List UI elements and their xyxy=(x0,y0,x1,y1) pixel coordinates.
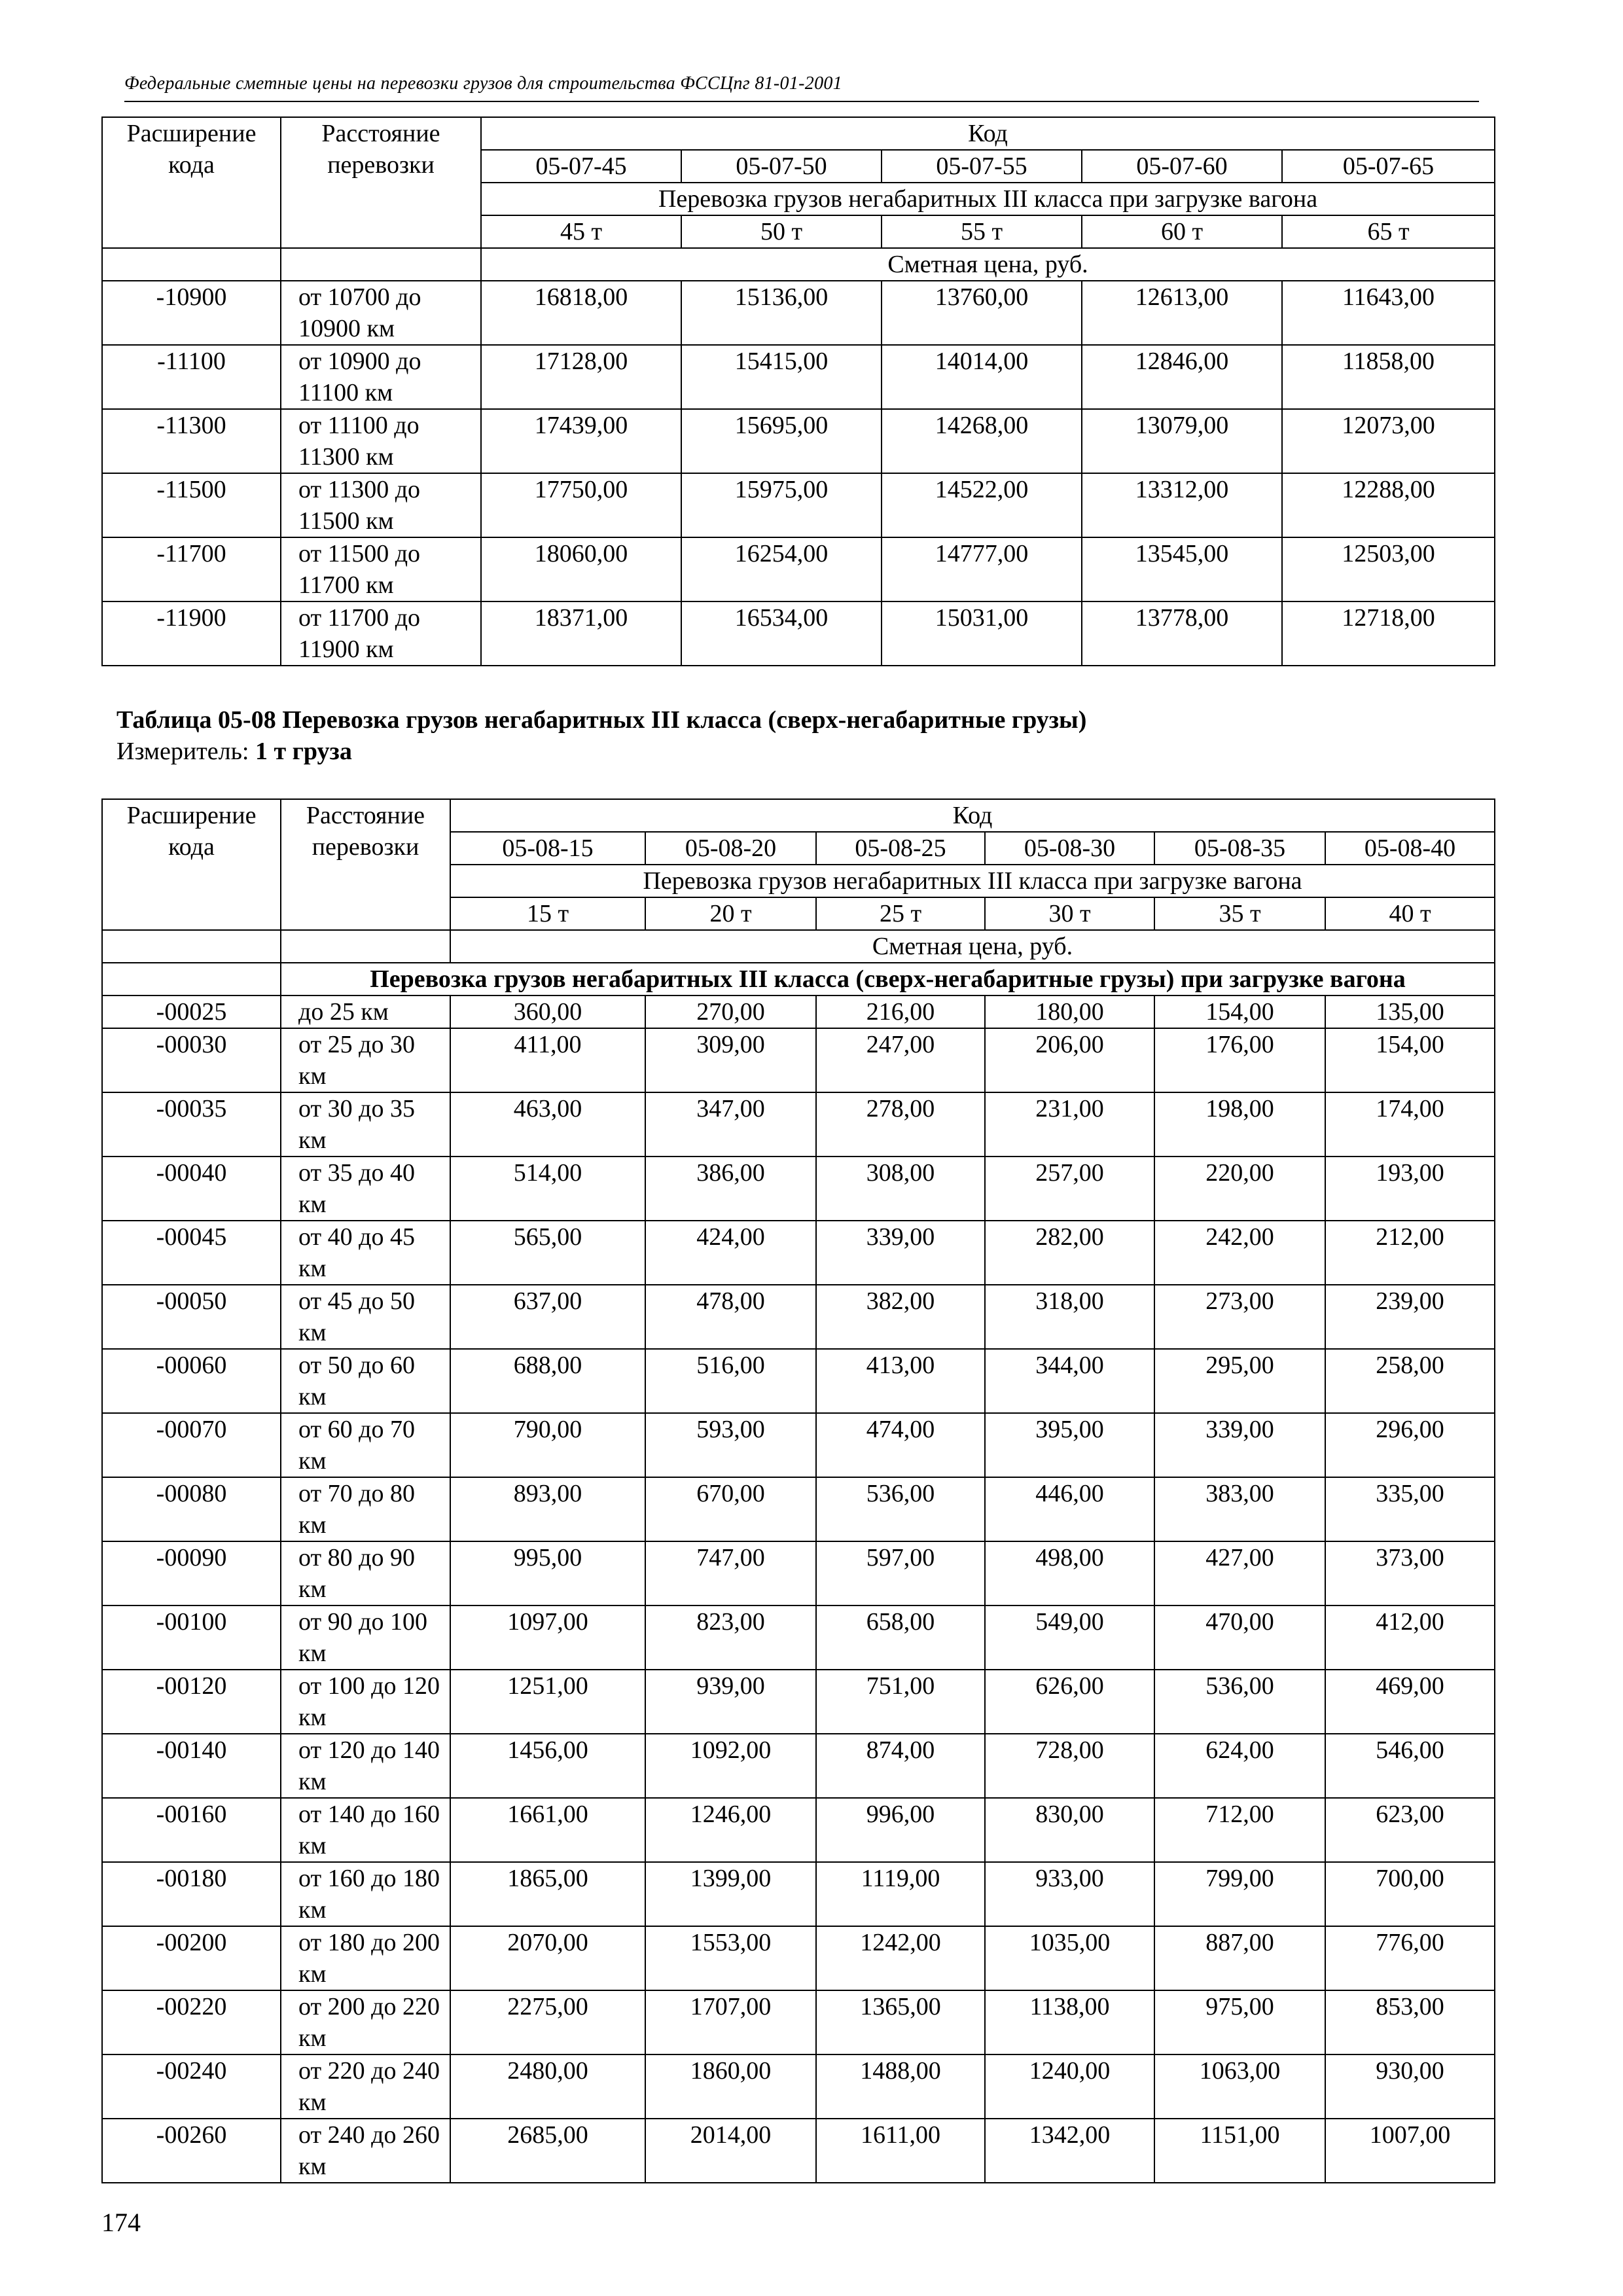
price-cell: 308,00 xyxy=(816,1157,985,1221)
extension-cell: -00060 xyxy=(102,1349,281,1413)
price-cell: 14777,00 xyxy=(882,537,1082,601)
price-cell: 1007,00 xyxy=(1325,2119,1495,2183)
table-row xyxy=(102,409,1495,473)
empty-cell xyxy=(281,930,450,963)
price-cell: 1138,00 xyxy=(985,1990,1154,2054)
price-cell: 1035,00 xyxy=(985,1926,1154,1990)
price-cell: 15031,00 xyxy=(882,601,1082,666)
table-row xyxy=(102,1477,1495,1541)
extension-cell: -00030 xyxy=(102,1028,281,1092)
price-cell: 13312,00 xyxy=(1082,473,1282,537)
col-header-extension: Расширение кода xyxy=(102,799,281,930)
table-row xyxy=(102,1862,1495,1926)
price-label-row xyxy=(102,930,1495,963)
price-cell: 1707,00 xyxy=(645,1990,816,2054)
distance-cell: от 10900 до 11100 км xyxy=(281,345,481,409)
price-cell: 411,00 xyxy=(450,1028,645,1092)
header-rule xyxy=(124,101,1479,102)
empty-cell xyxy=(102,963,281,996)
price-cell: 16534,00 xyxy=(681,601,882,666)
table-row xyxy=(102,2119,1495,2183)
table-row xyxy=(102,1285,1495,1349)
price-cell: 206,00 xyxy=(985,1028,1154,1092)
price-label-cell: Сметная цена, руб. xyxy=(450,930,1495,963)
load-cell: 30 т xyxy=(985,897,1154,930)
extension-cell: -00070 xyxy=(102,1413,281,1477)
distance-cell: от 100 до 120 км xyxy=(281,1670,450,1734)
section-row xyxy=(102,963,1495,996)
price-cell: 318,00 xyxy=(985,1285,1154,1349)
price-cell: 309,00 xyxy=(645,1028,816,1092)
price-cell: 154,00 xyxy=(1325,1028,1495,1092)
price-cell: 1092,00 xyxy=(645,1734,816,1798)
price-cell: 193,00 xyxy=(1325,1157,1495,1221)
price-cell: 383,00 xyxy=(1154,1477,1325,1541)
price-cell: 853,00 xyxy=(1325,1990,1495,2054)
extension-cell: -00080 xyxy=(102,1477,281,1541)
price-cell: 874,00 xyxy=(816,1734,985,1798)
table-row xyxy=(102,1221,1495,1285)
extension-cell: -00180 xyxy=(102,1862,281,1926)
load-cell: 55 т xyxy=(882,215,1082,248)
price-cell: 536,00 xyxy=(816,1477,985,1541)
price-cell: 463,00 xyxy=(450,1092,645,1157)
price-cell: 360,00 xyxy=(450,996,645,1028)
price-cell: 2685,00 xyxy=(450,2119,645,2183)
extension-cell: -00120 xyxy=(102,1670,281,1734)
price-cell: 799,00 xyxy=(1154,1862,1325,1926)
extension-cell: -00045 xyxy=(102,1221,281,1285)
col-header-distance: Расстояние перевозки xyxy=(281,799,450,930)
price-cell: 427,00 xyxy=(1154,1541,1325,1605)
distance-cell: от 50 до 60 км xyxy=(281,1349,450,1413)
table-row xyxy=(102,537,1495,601)
price-cell: 12073,00 xyxy=(1282,409,1495,473)
distance-cell: от 11500 до 11700 км xyxy=(281,537,481,601)
extension-cell: -00025 xyxy=(102,996,281,1028)
price-cell: 17128,00 xyxy=(481,345,681,409)
price-cell: 624,00 xyxy=(1154,1734,1325,1798)
extension-cell: -11900 xyxy=(102,601,281,666)
price-cell: 893,00 xyxy=(450,1477,645,1541)
price-cell: 18060,00 xyxy=(481,537,681,601)
price-cell: 424,00 xyxy=(645,1221,816,1285)
price-cell: 2275,00 xyxy=(450,1990,645,2054)
price-cell: 231,00 xyxy=(985,1092,1154,1157)
price-cell: 776,00 xyxy=(1325,1926,1495,1990)
price-cell: 1488,00 xyxy=(816,2054,985,2119)
price-cell: 278,00 xyxy=(816,1092,985,1157)
price-cell: 498,00 xyxy=(985,1541,1154,1605)
price-cell: 478,00 xyxy=(645,1285,816,1349)
header-row xyxy=(102,799,1495,832)
extension-cell: -00035 xyxy=(102,1092,281,1157)
distance-cell: от 160 до 180 км xyxy=(281,1862,450,1926)
price-cell: 474,00 xyxy=(816,1413,985,1477)
extension-cell: -00260 xyxy=(102,2119,281,2183)
code-cell: 05-07-45 xyxy=(481,150,681,183)
distance-cell: от 11700 до 11900 км xyxy=(281,601,481,666)
price-cell: 242,00 xyxy=(1154,1221,1325,1285)
distance-cell: от 10700 до 10900 км xyxy=(281,281,481,345)
price-cell: 514,00 xyxy=(450,1157,645,1221)
distance-cell: от 40 до 45 км xyxy=(281,1221,450,1285)
price-cell: 154,00 xyxy=(1154,996,1325,1028)
distance-cell: от 35 до 40 км xyxy=(281,1157,450,1221)
table-row xyxy=(102,1028,1495,1092)
price-cell: 1865,00 xyxy=(450,1862,645,1926)
section-title-cell: Перевозка грузов негабаритных III класса (сверх-негабаритные грузы) при загрузке вагона xyxy=(281,963,1495,996)
distance-cell: от 30 до 35 км xyxy=(281,1092,450,1157)
header-row xyxy=(102,117,1495,150)
price-cell: 247,00 xyxy=(816,1028,985,1092)
price-cell: 939,00 xyxy=(645,1670,816,1734)
table-row xyxy=(102,1670,1495,1734)
price-cell: 700,00 xyxy=(1325,1862,1495,1926)
code-cell: 05-08-35 xyxy=(1154,832,1325,865)
price-cell: 412,00 xyxy=(1325,1605,1495,1670)
price-cell: 516,00 xyxy=(645,1349,816,1413)
extension-cell: -00040 xyxy=(102,1157,281,1221)
price-cell: 1342,00 xyxy=(985,2119,1154,2183)
empty-cell xyxy=(102,248,281,281)
price-cell: 1251,00 xyxy=(450,1670,645,1734)
price-cell: 15975,00 xyxy=(681,473,882,537)
load-cell: 35 т xyxy=(1154,897,1325,930)
price-cell: 270,00 xyxy=(645,996,816,1028)
price-cell: 887,00 xyxy=(1154,1926,1325,1990)
load-cell: 45 т xyxy=(481,215,681,248)
price-cell: 15695,00 xyxy=(681,409,882,473)
price-cell: 2070,00 xyxy=(450,1926,645,1990)
distance-cell: от 240 до 260 км xyxy=(281,2119,450,2183)
price-cell: 295,00 xyxy=(1154,1349,1325,1413)
price-cell: 593,00 xyxy=(645,1413,816,1477)
price-cell: 996,00 xyxy=(816,1798,985,1862)
price-cell: 830,00 xyxy=(985,1798,1154,1862)
col-header-distance: Расстояние перевозки xyxy=(281,117,481,248)
load-cell: 50 т xyxy=(681,215,882,248)
price-cell: 15415,00 xyxy=(681,345,882,409)
price-cell: 14268,00 xyxy=(882,409,1082,473)
price-cell: 347,00 xyxy=(645,1092,816,1157)
code-cell: 05-07-60 xyxy=(1082,150,1282,183)
price-cell: 536,00 xyxy=(1154,1670,1325,1734)
col-header-code: Код xyxy=(450,799,1495,832)
extension-cell: -11300 xyxy=(102,409,281,473)
distance-cell: от 70 до 80 км xyxy=(281,1477,450,1541)
price-cell: 790,00 xyxy=(450,1413,645,1477)
table-row xyxy=(102,345,1495,409)
price-cell: 11643,00 xyxy=(1282,281,1495,345)
table-row xyxy=(102,996,1495,1028)
distance-cell: от 11100 до 11300 км xyxy=(281,409,481,473)
price-cell: 12718,00 xyxy=(1282,601,1495,666)
price-cell: 975,00 xyxy=(1154,1990,1325,2054)
distance-cell: от 60 до 70 км xyxy=(281,1413,450,1477)
distance-cell: от 11300 до 11500 км xyxy=(281,473,481,537)
extension-cell: -00220 xyxy=(102,1990,281,2054)
price-cell: 1119,00 xyxy=(816,1862,985,1926)
distance-cell: от 45 до 50 км xyxy=(281,1285,450,1349)
load-cell: 20 т xyxy=(645,897,816,930)
price-cell: 296,00 xyxy=(1325,1413,1495,1477)
price-cell: 257,00 xyxy=(985,1157,1154,1221)
price-cell: 216,00 xyxy=(816,996,985,1028)
table-row xyxy=(102,2054,1495,2119)
table-row xyxy=(102,1605,1495,1670)
price-cell: 14014,00 xyxy=(882,345,1082,409)
distance-cell: от 180 до 200 км xyxy=(281,1926,450,1990)
extension-cell: -00090 xyxy=(102,1541,281,1605)
price-cell: 413,00 xyxy=(816,1349,985,1413)
price-table-05-07-body xyxy=(102,117,1495,666)
price-cell: 446,00 xyxy=(985,1477,1154,1541)
table-row xyxy=(102,1413,1495,1477)
price-table-05-08 xyxy=(101,798,1495,2183)
price-cell: 470,00 xyxy=(1154,1605,1325,1670)
extension-cell: -00160 xyxy=(102,1798,281,1862)
distance-cell: от 25 до 30 км xyxy=(281,1028,450,1092)
table-row xyxy=(102,1990,1495,2054)
price-cell: 688,00 xyxy=(450,1349,645,1413)
unit-label: Измеритель: xyxy=(116,738,255,765)
price-cell: 13778,00 xyxy=(1082,601,1282,666)
price-cell: 712,00 xyxy=(1154,1798,1325,1862)
table-row xyxy=(102,601,1495,666)
price-cell: 335,00 xyxy=(1325,1477,1495,1541)
code-cell: 05-08-20 xyxy=(645,832,816,865)
distance-cell: от 120 до 140 км xyxy=(281,1734,450,1798)
page-number: 174 xyxy=(101,2208,141,2237)
running-header: Федеральные сметные цены на перевозки грузов для строительства ФССЦпг 81-01-2001 xyxy=(124,73,842,94)
price-cell: 823,00 xyxy=(645,1605,816,1670)
price-cell: 282,00 xyxy=(985,1221,1154,1285)
price-cell: 344,00 xyxy=(985,1349,1154,1413)
price-cell: 623,00 xyxy=(1325,1798,1495,1862)
price-cell: 12288,00 xyxy=(1282,473,1495,537)
price-cell: 14522,00 xyxy=(882,473,1082,537)
price-cell: 180,00 xyxy=(985,996,1154,1028)
price-cell: 339,00 xyxy=(816,1221,985,1285)
price-cell: 16254,00 xyxy=(681,537,882,601)
price-cell: 198,00 xyxy=(1154,1092,1325,1157)
price-cell: 176,00 xyxy=(1154,1028,1325,1092)
empty-cell xyxy=(281,248,481,281)
extension-cell: -00240 xyxy=(102,2054,281,2119)
price-cell: 13079,00 xyxy=(1082,409,1282,473)
subheader-cell: Перевозка грузов негабаритных III класса при загрузке вагона xyxy=(450,865,1495,897)
price-cell: 13545,00 xyxy=(1082,537,1282,601)
load-cell: 15 т xyxy=(450,897,645,930)
load-cell: 40 т xyxy=(1325,897,1495,930)
col-header-extension: Расширение кода xyxy=(102,117,281,248)
empty-cell xyxy=(102,930,281,963)
price-cell: 670,00 xyxy=(645,1477,816,1541)
price-cell: 549,00 xyxy=(985,1605,1154,1670)
table-unit xyxy=(116,736,1086,767)
price-cell: 1456,00 xyxy=(450,1734,645,1798)
price-cell: 339,00 xyxy=(1154,1413,1325,1477)
price-table-05-07 xyxy=(101,117,1495,666)
code-cell: 05-08-15 xyxy=(450,832,645,865)
table-caption xyxy=(116,704,1086,767)
price-cell: 273,00 xyxy=(1154,1285,1325,1349)
price-cell: 597,00 xyxy=(816,1541,985,1605)
table-row xyxy=(102,1926,1495,1990)
price-label-cell: Сметная цена, руб. xyxy=(481,248,1495,281)
price-cell: 1661,00 xyxy=(450,1798,645,1862)
table-row xyxy=(102,1349,1495,1413)
distance-cell: от 140 до 160 км xyxy=(281,1798,450,1862)
price-cell: 17439,00 xyxy=(481,409,681,473)
price-cell: 728,00 xyxy=(985,1734,1154,1798)
table-row xyxy=(102,1798,1495,1862)
price-cell: 12846,00 xyxy=(1082,345,1282,409)
extension-cell: -00140 xyxy=(102,1734,281,1798)
price-cell: 637,00 xyxy=(450,1285,645,1349)
price-cell: 1242,00 xyxy=(816,1926,985,1990)
price-cell: 135,00 xyxy=(1325,996,1495,1028)
price-cell: 1151,00 xyxy=(1154,2119,1325,2183)
distance-cell: от 80 до 90 км xyxy=(281,1541,450,1605)
extension-cell: -00200 xyxy=(102,1926,281,1990)
extension-cell: -11700 xyxy=(102,537,281,601)
price-cell: 239,00 xyxy=(1325,1285,1495,1349)
code-cell: 05-08-25 xyxy=(816,832,985,865)
price-table-05-08-body xyxy=(102,799,1495,2183)
price-cell: 174,00 xyxy=(1325,1092,1495,1157)
price-cell: 626,00 xyxy=(985,1670,1154,1734)
price-cell: 930,00 xyxy=(1325,2054,1495,2119)
price-cell: 17750,00 xyxy=(481,473,681,537)
load-cell: 25 т xyxy=(816,897,985,930)
price-label-row xyxy=(102,248,1495,281)
price-cell: 373,00 xyxy=(1325,1541,1495,1605)
price-cell: 2480,00 xyxy=(450,2054,645,2119)
price-cell: 1365,00 xyxy=(816,1990,985,2054)
distance-cell: от 200 до 220 км xyxy=(281,1990,450,2054)
price-cell: 212,00 xyxy=(1325,1221,1495,1285)
price-cell: 1063,00 xyxy=(1154,2054,1325,2119)
price-cell: 2014,00 xyxy=(645,2119,816,2183)
price-cell: 933,00 xyxy=(985,1862,1154,1926)
code-cell: 05-08-40 xyxy=(1325,832,1495,865)
price-cell: 12613,00 xyxy=(1082,281,1282,345)
price-cell: 11858,00 xyxy=(1282,345,1495,409)
price-cell: 751,00 xyxy=(816,1670,985,1734)
load-cell: 65 т xyxy=(1282,215,1495,248)
code-cell: 05-07-55 xyxy=(882,150,1082,183)
extension-cell: -11500 xyxy=(102,473,281,537)
subheader-cell: Перевозка грузов негабаритных III класса при загрузке вагона xyxy=(481,183,1495,215)
price-cell: 565,00 xyxy=(450,1221,645,1285)
price-cell: 220,00 xyxy=(1154,1157,1325,1221)
code-cell: 05-08-30 xyxy=(985,832,1154,865)
price-cell: 546,00 xyxy=(1325,1734,1495,1798)
price-cell: 15136,00 xyxy=(681,281,882,345)
price-cell: 1097,00 xyxy=(450,1605,645,1670)
code-cell: 05-07-50 xyxy=(681,150,882,183)
price-cell: 1246,00 xyxy=(645,1798,816,1862)
distance-cell: до 25 км xyxy=(281,996,450,1028)
price-cell: 13760,00 xyxy=(882,281,1082,345)
price-cell: 1611,00 xyxy=(816,2119,985,2183)
price-cell: 18371,00 xyxy=(481,601,681,666)
table-row xyxy=(102,1092,1495,1157)
extension-cell: -00100 xyxy=(102,1605,281,1670)
table-row xyxy=(102,1157,1495,1221)
col-header-code: Код xyxy=(481,117,1495,150)
price-cell: 1399,00 xyxy=(645,1862,816,1926)
table-row xyxy=(102,473,1495,537)
price-cell: 658,00 xyxy=(816,1605,985,1670)
table-title: Таблица 05-08 Перевозка грузов негабаритных III класса (сверх-негабаритные грузы) xyxy=(116,706,1087,734)
load-cell: 60 т xyxy=(1082,215,1282,248)
price-cell: 258,00 xyxy=(1325,1349,1495,1413)
price-cell: 386,00 xyxy=(645,1157,816,1221)
price-cell: 469,00 xyxy=(1325,1670,1495,1734)
price-cell: 1553,00 xyxy=(645,1926,816,1990)
table-row xyxy=(102,281,1495,345)
extension-cell: -11100 xyxy=(102,345,281,409)
extension-cell: -10900 xyxy=(102,281,281,345)
price-cell: 382,00 xyxy=(816,1285,985,1349)
unit-value: 1 т груза xyxy=(255,738,352,765)
price-cell: 1860,00 xyxy=(645,2054,816,2119)
price-cell: 1240,00 xyxy=(985,2054,1154,2119)
price-cell: 12503,00 xyxy=(1282,537,1495,601)
table-row xyxy=(102,1734,1495,1798)
price-cell: 16818,00 xyxy=(481,281,681,345)
distance-cell: от 90 до 100 км xyxy=(281,1605,450,1670)
code-cell: 05-07-65 xyxy=(1282,150,1495,183)
price-cell: 747,00 xyxy=(645,1541,816,1605)
price-cell: 395,00 xyxy=(985,1413,1154,1477)
extension-cell: -00050 xyxy=(102,1285,281,1349)
distance-cell: от 220 до 240 км xyxy=(281,2054,450,2119)
table-row xyxy=(102,1541,1495,1605)
price-cell: 995,00 xyxy=(450,1541,645,1605)
